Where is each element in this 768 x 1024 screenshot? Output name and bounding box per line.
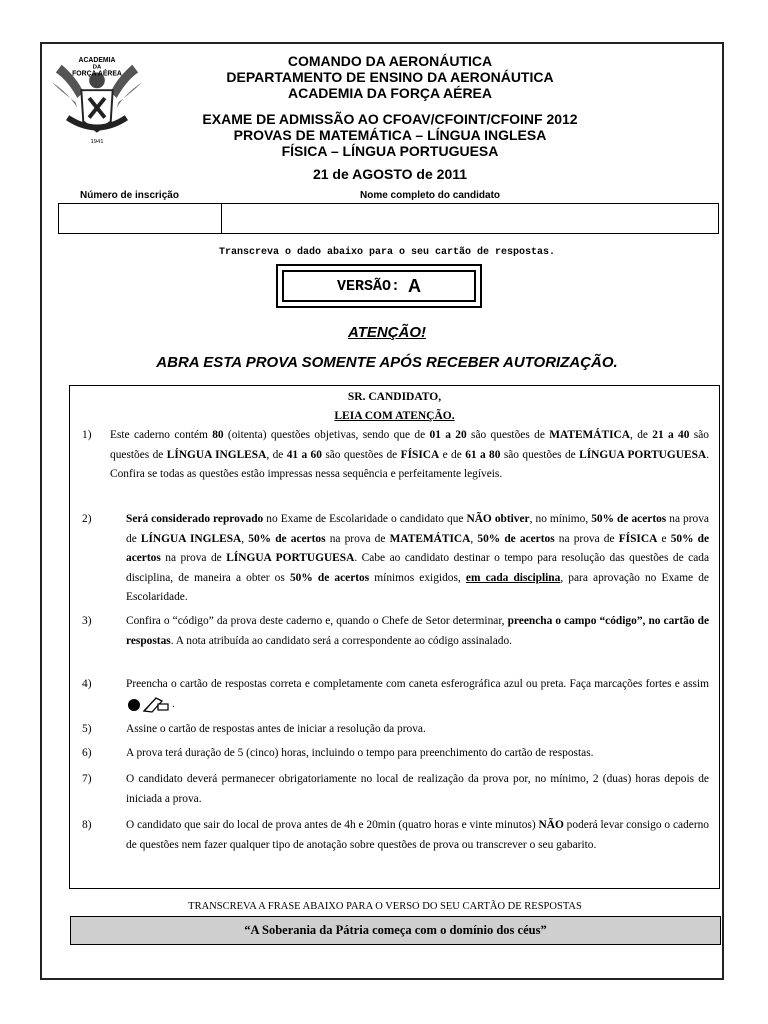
exam-subjects-2: FÍSICA – LÍNGUA PORTUGUESA [281, 143, 499, 159]
instruction-item-4: 4) Preencha o cartão de respostas correta e completamente com caneta esferográfica azul ou preta. Faça marcações fortes e assim . [82, 675, 709, 714]
svg-text:FORÇA AÉREA: FORÇA AÉREA [72, 70, 122, 78]
instruction-item-6: 6) A prova terá duração de 5 (cinco) horas, incluindo o tempo para preenchimento do cartão de respostas. [82, 747, 594, 759]
academy-emblem-icon [48, 52, 146, 148]
inscricao-label: Número de inscrição [80, 190, 179, 201]
svg-text:ACADEMIA: ACADEMIA [78, 56, 116, 64]
exam-title: EXAME DE ADMISSÃO AO CFOAV/CFOINT/CFOINF 2012 [202, 111, 578, 127]
attention-heading: ATENÇÃO! [347, 324, 427, 341]
header-line-2: DEPARTAMENTO DE ENSINO DA AERONÁUTICA [226, 69, 554, 85]
pen-mark-icon [126, 695, 172, 713]
instruction-item-1: 1) Este caderno contém 80 (oitenta) questões objetivas, sendo que de 01 a 20 são questões de MATEMÁTICA, de 21 a 40 são questões de LÍNGUA INGLESA, de 41 a 60 são questões de FÍSICA e de 61 a 80 são questões de LÍNGUA PORTUGUESA. Confira se todas as questões estão impressas nessa sequência e perfeitamente legíveis. [82, 429, 710, 480]
header-line-3: ACADEMIA DA FORÇA AÉREA [287, 85, 493, 101]
motto-phrase-box: “A Soberania da Pátria começa com o domínio dos céus” [70, 916, 721, 945]
transcribe-instruction: Transcreva o dado abaixo para o seu cartão de respostas. [218, 247, 556, 258]
version-inner [282, 270, 476, 302]
instruction-item-7: 7) O candidato deverá permanecer obrigatoriamente no local de realização da prova por, no mínimo, 2 (duas) horas depois de iniciada a prova. [82, 773, 709, 805]
version-value: A [408, 275, 421, 296]
header-institution [150, 53, 630, 101]
nome-label: Nome completo do candidato [360, 190, 501, 201]
open-authorization-notice: ABRA ESTA PROVA SOMENTE APÓS RECEBER AUTORIZAÇÃO. [156, 354, 618, 371]
instructions-box [69, 385, 720, 889]
instruction-item-2: 2) Será considerado reprovado no Exame de Escolaridade o candidato que NÃO obtiver, no mínimo, 50% de acertos na prova de LÍNGUA INGLESA, 50% de acertos na prova de MATEMÁTICA, 50% de acertos na prova de FÍSICA e 50% de acertos na prova de LÍNGUA PORTUGUESA. Cabe ao candidato destinar o tempo para resolução das questões de cada disciplina, de maneira a obter os 50% de acertos mínimos exigidos, em cada disciplina, para aprovação no Exame de Escolaridade. [82, 513, 710, 603]
instructions-title: SR. CANDIDATO, [347, 391, 442, 403]
instruction-item-3: 3) Confira o “código” da prova deste caderno e, quando o Chefe de Setor determinar, preencha o campo “código”, no cartão de respostas. A nota atribuída ao candidato será a correspondente ao código assinalado. [82, 615, 709, 647]
id-box-divider [221, 204, 222, 233]
svg-text:1941: 1941 [90, 139, 104, 146]
header-exam [150, 111, 630, 159]
candidate-id-box [58, 203, 719, 234]
header-line-1: COMANDO DA AERONÁUTICA [287, 53, 493, 69]
version-label: VERSÃO: [336, 277, 400, 295]
instruction-item-8: 8) O candidato que sair do local de prova antes de 4h e 20min (quatro horas e vinte minutos) NÃO poderá levar consigo o caderno de questões nem fazer qualquer tipo de anotação sobre questões de prova ou transcrever o seu gabarito. [82, 819, 710, 851]
svg-text:DA: DA [92, 64, 102, 71]
exam-date: 21 de AGOSTO de 2011 [312, 166, 468, 182]
version-box [276, 264, 482, 308]
exam-subjects-1: PROVAS DE MATEMÁTICA – LÍNGUA INGLESA [233, 127, 547, 143]
phrase-instruction: TRANSCREVA A FRASE ABAIXO PARA O VERSO DO SEU CARTÃO DE RESPOSTAS [188, 901, 582, 912]
instructions-subtitle: LEIA COM ATENÇÃO. [334, 410, 455, 422]
instruction-item-5: 5) Assine o cartão de respostas antes de iniciar a resolução da prova. [82, 723, 426, 735]
